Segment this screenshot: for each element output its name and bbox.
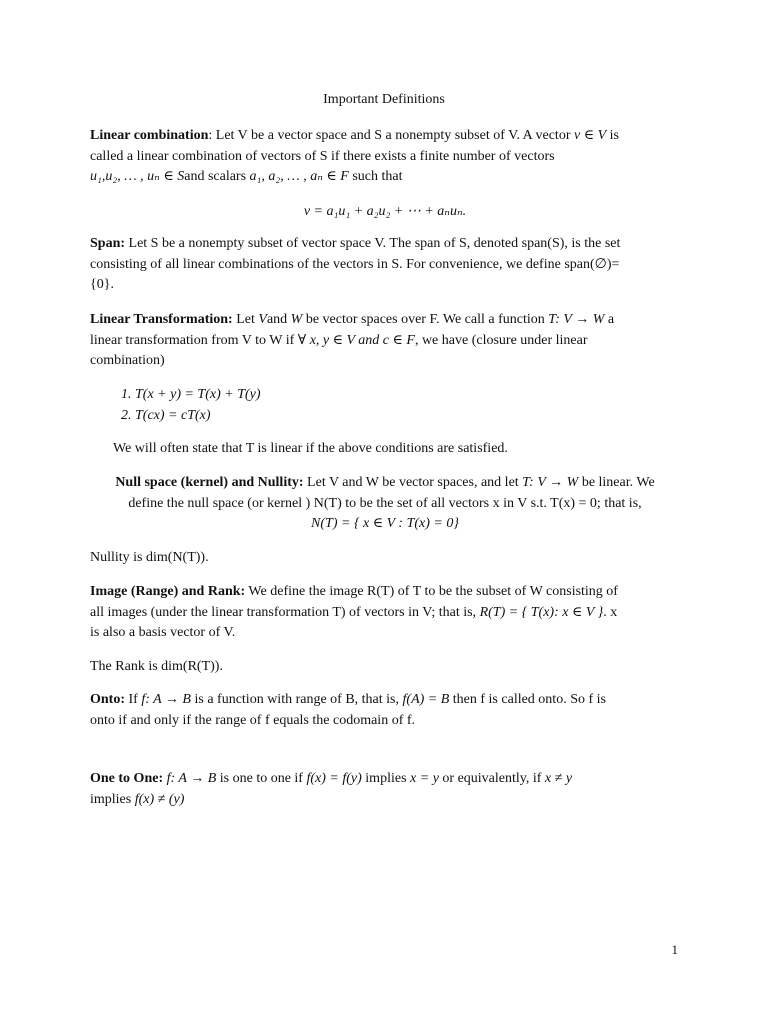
line [90, 690, 680, 711]
equation-linear-combination: v = a₁u₁ + a₂u₂ + ⋯ + aₙuₙ. [303, 204, 467, 219]
term-one-to-one: One to One: [90, 771, 164, 786]
text: We define the image R(T) of T to be the subset of W consisting of [245, 584, 618, 599]
line [90, 473, 680, 494]
term-image-rank: Image (Range) and Rank: [90, 584, 246, 599]
math-inline: T: V → W [548, 312, 605, 327]
math-inline: f: A → B [141, 692, 191, 707]
term-span: Span: [90, 236, 126, 251]
text: be vector spaces over F. We call a function [302, 312, 549, 327]
definition-onto [90, 690, 680, 731]
text: Let S be a nonempty subset of vector space V. The span of S, denoted span(S), is the set [125, 236, 621, 251]
text: Let [232, 312, 259, 327]
text: and [266, 312, 291, 327]
line [90, 167, 680, 188]
text: If [125, 692, 142, 707]
text: , we have (closure under linear [414, 332, 588, 348]
line: consisting of all linear combinations of the vectors in S. For convenience, we define span(∅)= [90, 256, 620, 272]
definition-span [90, 234, 680, 296]
nullity-statement: Nullity is dim(N(T)). [90, 550, 209, 565]
page-number: 1 [671, 942, 678, 957]
line [90, 769, 680, 790]
definition-linear-combination [90, 126, 680, 188]
text: : Let V be a vector space and S a nonempty subset of V. A vector [208, 128, 574, 143]
math-inline: f(x) = f(y) [306, 771, 362, 786]
text: or equivalently, if [438, 771, 545, 786]
text: all images (under the linear transformation T) of vectors in V; that is, [90, 604, 480, 620]
math-inline: f: A → B [166, 771, 217, 786]
text: is [606, 128, 619, 143]
definition-null-space [90, 473, 680, 535]
text: is a function with range of B, that is, [190, 692, 403, 707]
math-inline: x ≠ y [544, 771, 573, 786]
term-null-space: Null space (kernel) and Nullity: [115, 475, 304, 490]
line [90, 310, 680, 331]
text: is one to one if [216, 771, 307, 786]
line: onto if and only if the range of f equals the codomain of f. [90, 712, 416, 728]
line [90, 331, 680, 352]
text: implies [90, 791, 135, 807]
math-inline: a₁, a₂, … , aₙ ∈ F [249, 169, 349, 184]
condition-additivity: 1. T(x + y) = T(x) + T(y) [135, 384, 261, 405]
line: define the null space (or kernel ) N(T) to be the set of all vectors x in V s.t. T(x) = 0; that is, [128, 495, 642, 511]
equation-null-space: N(T) = { x ∈ V : T(x) = 0} [311, 516, 459, 531]
math-inline: W [290, 312, 303, 327]
line: {0}. [90, 277, 114, 292]
math-inline: ∀ x, y ∈ V and c ∈ F [297, 332, 415, 348]
term-linear-combination: Linear combination [90, 128, 209, 143]
line: called a linear combination of vectors of S if there exists a finite number of vectors [90, 148, 555, 164]
term-linear-transformation: Linear Transformation: [90, 312, 233, 327]
text: then f is called onto. So f is [449, 692, 606, 707]
math-inline: f(A) = B [402, 692, 450, 707]
line [90, 582, 680, 603]
line: combination) [90, 353, 165, 368]
term-onto: Onto: [90, 692, 125, 707]
math-inline: R(T) = { T(x): x ∈ V } [479, 604, 604, 620]
rank-statement: The Rank is dim(R(T)). [90, 659, 223, 674]
text: implies [361, 771, 411, 786]
text: and scalars [184, 169, 250, 184]
math-inline: u₁,u₂, … , uₙ ∈ S [90, 169, 185, 184]
page-title: Important Definitions [323, 92, 445, 107]
math-inline: T: V → W [522, 475, 579, 490]
math-inline: v ∈ V [574, 128, 607, 143]
line [90, 603, 680, 624]
line: is also a basis vector of V. [90, 625, 236, 640]
math-inline: f(x) ≠ (y) [134, 791, 185, 807]
text: a [604, 312, 615, 327]
line [90, 234, 680, 255]
line [90, 126, 680, 147]
text: linear transformation from V to W if [90, 332, 298, 348]
text: such that [348, 169, 403, 184]
definition-linear-transformation [90, 310, 680, 372]
math-inline: x = y [410, 771, 439, 786]
linear-note: We will often state that T is linear if the above conditions are satisfied. [113, 441, 508, 456]
linear-conditions-list [90, 384, 261, 426]
definition-image-rank [90, 582, 680, 644]
math-inline: V [258, 312, 267, 327]
text: Let V and W be vector spaces, and let [303, 475, 523, 490]
condition-homogeneity: 2. T(cx) = cT(x) [135, 405, 261, 426]
text: be linear. We [578, 475, 655, 490]
line [90, 790, 680, 811]
text: . x [603, 604, 618, 620]
definition-one-to-one [90, 769, 680, 810]
